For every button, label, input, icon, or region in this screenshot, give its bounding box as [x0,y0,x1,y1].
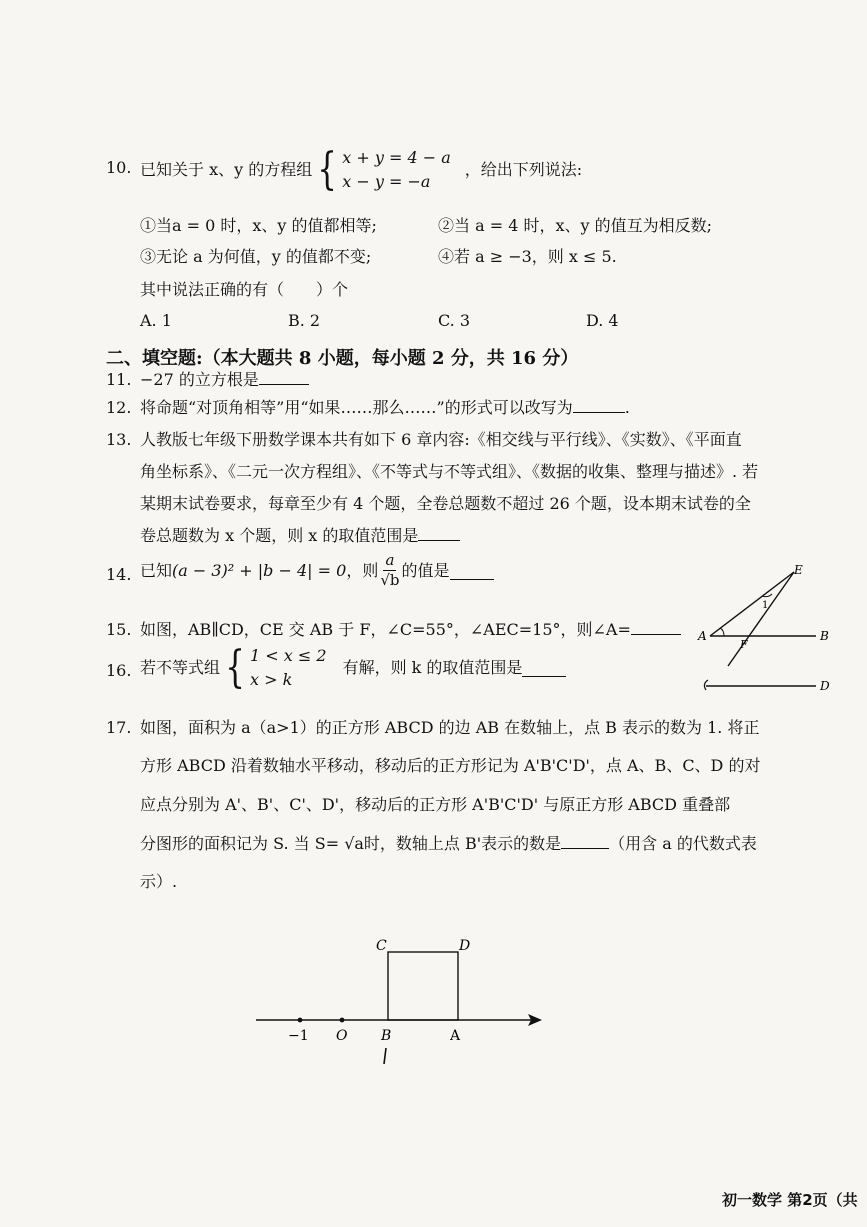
label-angle-1: 1 [762,600,769,611]
q10-statement-4: ④若 a ≥ −3，则 x ≤ 5. [438,247,617,266]
q13-number: 13. [106,430,132,449]
q16-post: 有解，则 k 的取值范围是 [342,658,523,677]
q17-line-4-row [140,836,757,852]
angle-arc-icon [720,628,724,636]
q17-figure [250,930,550,1070]
answer-blank [561,847,609,849]
q13-line-4: 卷总题数为 x 个题，则 x 的取值范围是 [140,526,419,545]
answer-blank [450,578,494,580]
q14-fraction-numerator: a [385,551,395,569]
q10-stem [140,146,582,194]
label-b: B [381,1028,392,1044]
q10-statement-1: ①当a = 0 时，x、y 的值都相等; [140,216,377,235]
label-f: F [740,638,748,651]
line-ce [728,572,794,666]
q10-option-a: A. 1 [140,311,172,330]
q10-eq1: x + y = 4 − a [342,148,451,167]
answer-blank [259,383,309,385]
section-heading: 二、填空题:（本大题共 8 小题，每小题 2 分，共 16 分） [106,348,579,369]
q10-number: 10. [106,158,132,177]
q12-text: 将命题“对顶角相等”用“如果……那么……”的形式可以改写为 [140,398,573,417]
label-b: B [820,629,829,643]
q17-line-4a: 分图形的面积记为 S. 当 S= √a时，数轴上点 B'表示的数是 [140,834,562,853]
stray-mark [384,1048,386,1064]
square-abcd [388,952,458,1020]
q13-line-4-row [140,528,460,544]
q17-line-2: 方形 ABCD 沿着数轴水平移动，移动后的正方形记为 A'B'C'D'，点 A、B、C、D 的对 [140,756,761,775]
left-brace-icon: { [317,144,338,195]
q17-number: 17. [106,718,132,737]
q10-statement-2: ②当 a = 4 时，x、y 的值互为相反数; [438,216,713,235]
q10-option-c: C. 3 [438,311,471,330]
q14-fraction-denominator: √b [380,571,400,589]
q10-statement-3: ③无论 a 为何值，y 的值都不变; [140,247,372,266]
q10-tail: ，给出下列说法: [464,160,583,179]
answer-blank [418,539,460,541]
q10-equation-system [312,146,451,194]
q15-text: 如图，AB∥CD，CE 交 AB 于 F，∠C=55°，∠AEC=15°，则∠A= [140,620,631,639]
label-d: D [459,938,471,954]
q17-line-5: 示）. [140,872,178,891]
q13-line-1: 人教版七年级下册数学课本共有如下 6 章内容:《相交线与平行线》、《实数》、《平面直 [140,430,742,449]
q12-number: 12. [106,398,132,417]
q10-intro: 已知关于 x、y 的方程组 [140,160,313,179]
q10-option-b: B. 2 [288,311,321,330]
q10-eq2: x − y = −a [342,172,431,191]
q17-line-3: 应点分别为 A'、B'、C'、D'，移动后的正方形 A'B'C'D' 与原正方形 ABCD 重叠部 [140,795,731,814]
q15-text-row [140,622,681,638]
label-minus-one: −1 [288,1028,309,1044]
q17-line-4b: （用含 a 的代数式表 [609,834,757,853]
q16-text-row [140,644,566,692]
q16-inequality-2: x > k [250,670,293,689]
q16-number: 16. [106,661,132,680]
label-o: O [336,1028,348,1044]
label-e: E [794,563,803,577]
q11-number: 11. [106,370,132,389]
label-a: A [450,1028,461,1044]
q12-text-row [140,400,630,416]
q14-mid: ，则 [346,560,379,580]
line-ae [710,572,794,636]
answer-blank [522,675,566,677]
answer-blank [573,411,625,413]
page-footer: 初一数学 第2页（共 [722,1191,858,1209]
q11-text: −27 的立方根是 [140,370,259,389]
point-origin [340,1018,345,1023]
q13-line-3: 某期末试卷要求，每章至少有 4 个题，全卷总题数不超过 26 个题，设本期末试卷的全 [140,494,751,513]
left-brace-icon: { [225,642,245,693]
label-d: D [820,679,830,693]
q15-number: 15. [106,620,132,639]
q17-line-1: 如图，面积为 a（a>1）的正方形 ABCD 的边 AB 在数轴上，点 B 表示的数为 1. 将正 [140,718,760,737]
q16-inequality-system [220,644,327,692]
q14-post: 的值是 [401,560,450,580]
q13-line-2: 角坐标系》、《二元一次方程组》、《不等式与不等式组》、《数据的收集、整理与描述》. 若 [140,462,759,481]
q16-inequality-1: 1 < x ≤ 2 [250,646,327,665]
q14-number: 14. [106,565,132,584]
q11-text-row [140,372,309,388]
answer-blank [631,633,681,635]
label-c: C [376,938,387,954]
q14-expression: (a − 3)² + |b − 4| = 0 [172,560,347,580]
q12-end: . [624,398,630,417]
q10-question: 其中说法正确的有（ ）个 [140,280,349,299]
q15-figure [690,560,840,700]
point-minus-one [298,1018,303,1023]
q14-pre: 已知 [140,560,173,580]
curve-c-icon [704,680,708,690]
q14-fraction [380,553,399,588]
q10-option-d: D. 4 [586,311,619,330]
label-a: A [698,629,707,643]
q16-pre: 若不等式组 [140,658,221,677]
q14-text-row [140,553,494,588]
